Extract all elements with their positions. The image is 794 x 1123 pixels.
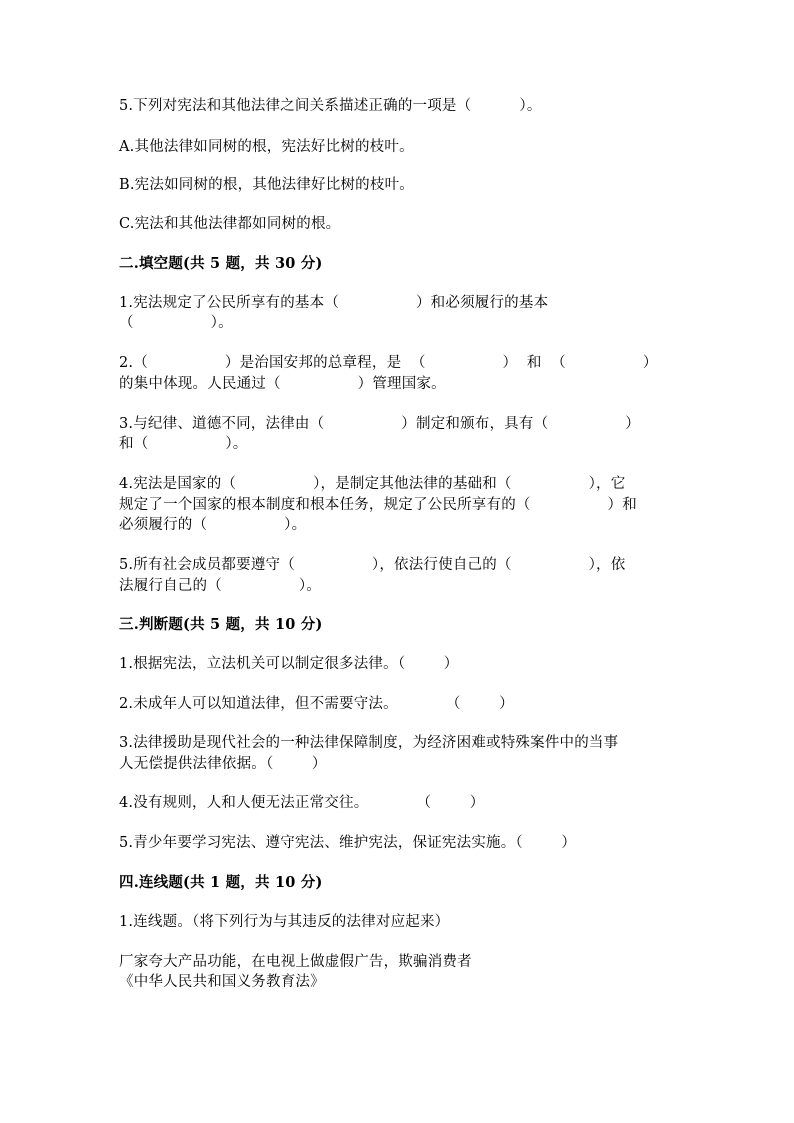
- matching-question-1: 1.连线题。（将下列行为与其违反的法律对应起来）: [119, 914, 450, 930]
- fill-question-1-line-2: （ ）。: [119, 315, 233, 331]
- fill-question-4-line-3: 必须履行的（ ）。: [119, 517, 307, 533]
- matching-item-law: 《中华人民共和国义务教育法》: [119, 974, 325, 990]
- fill-question-5-line-1: 5.所有社会成员都要遵守（ ），依法行使自己的（ ），依: [119, 557, 626, 573]
- fill-question-3-line-2: 和（ ）。: [119, 436, 248, 452]
- fill-question-3-line-1: 3.与纪律、道德不同，法律由（ ）制定和颁布，具有（ ）: [119, 416, 640, 432]
- judge-question-3-line-1: 3.法律援助是现代社会的一种法律保障制度，为经济困难或特殊案件中的当事: [119, 735, 619, 751]
- fill-question-1-line-1: 1.宪法规定了公民所享有的基本（ ）和必须履行的基本: [119, 295, 549, 311]
- section-heading-matching: 四.连线题(共 1 题，共 10 分): [119, 874, 323, 891]
- fill-question-2-line-1: 2.（ ）是治国安邦的总章程，是 （ ） 和 （ ）: [119, 355, 658, 371]
- fill-question-2-line-2: 的集中体现。人民通过（ ）管理国家。: [119, 376, 446, 392]
- mc-option-b: B.宪法如同树的根，其他法律好比树的枝叶。: [119, 177, 414, 193]
- judge-question-1: 1.根据宪法，立法机关可以制定很多法律。（ ）: [119, 656, 459, 672]
- fill-question-4-line-1: 4.宪法是国家的（ ），是制定其他法律的基础和（ ），它: [119, 476, 626, 492]
- judge-question-2: 2.未成年人可以知道法律，但不需要守法。 （ ）: [119, 696, 514, 712]
- fill-question-4-line-2: 规定了一个国家的根本制度和根本任务，规定了公民所享有的（ ）和: [119, 497, 637, 513]
- fill-question-5-line-2: 法履行自己的（ ）。: [119, 578, 321, 594]
- section-heading-fill-in: 二.填空题(共 5 题，共 30 分): [119, 255, 323, 272]
- mc-option-c: C.宪法和其他法律都如同树的根。: [119, 216, 341, 232]
- judge-question-5: 5.青少年要学习宪法、遵守宪法、维护宪法，保证宪法实施。（ ）: [119, 835, 577, 851]
- section-heading-true-false: 三.判断题(共 5 题，共 10 分): [119, 616, 323, 633]
- mc-question-5: 5.下列对宪法和其他法律之间关系描述正确的一项是（ ）。: [119, 98, 542, 114]
- matching-item-behavior: 厂家夸大产品功能，在电视上做虚假广告，欺骗消费者: [119, 954, 472, 970]
- judge-question-3-line-2: 人无偿提供法律依据。（ ）: [119, 756, 327, 772]
- mc-option-a: A.其他法律如同树的根，宪法好比树的枝叶。: [119, 139, 414, 155]
- judge-question-4: 4.没有规则，人和人便无法正常交往。 （ ）: [119, 795, 485, 811]
